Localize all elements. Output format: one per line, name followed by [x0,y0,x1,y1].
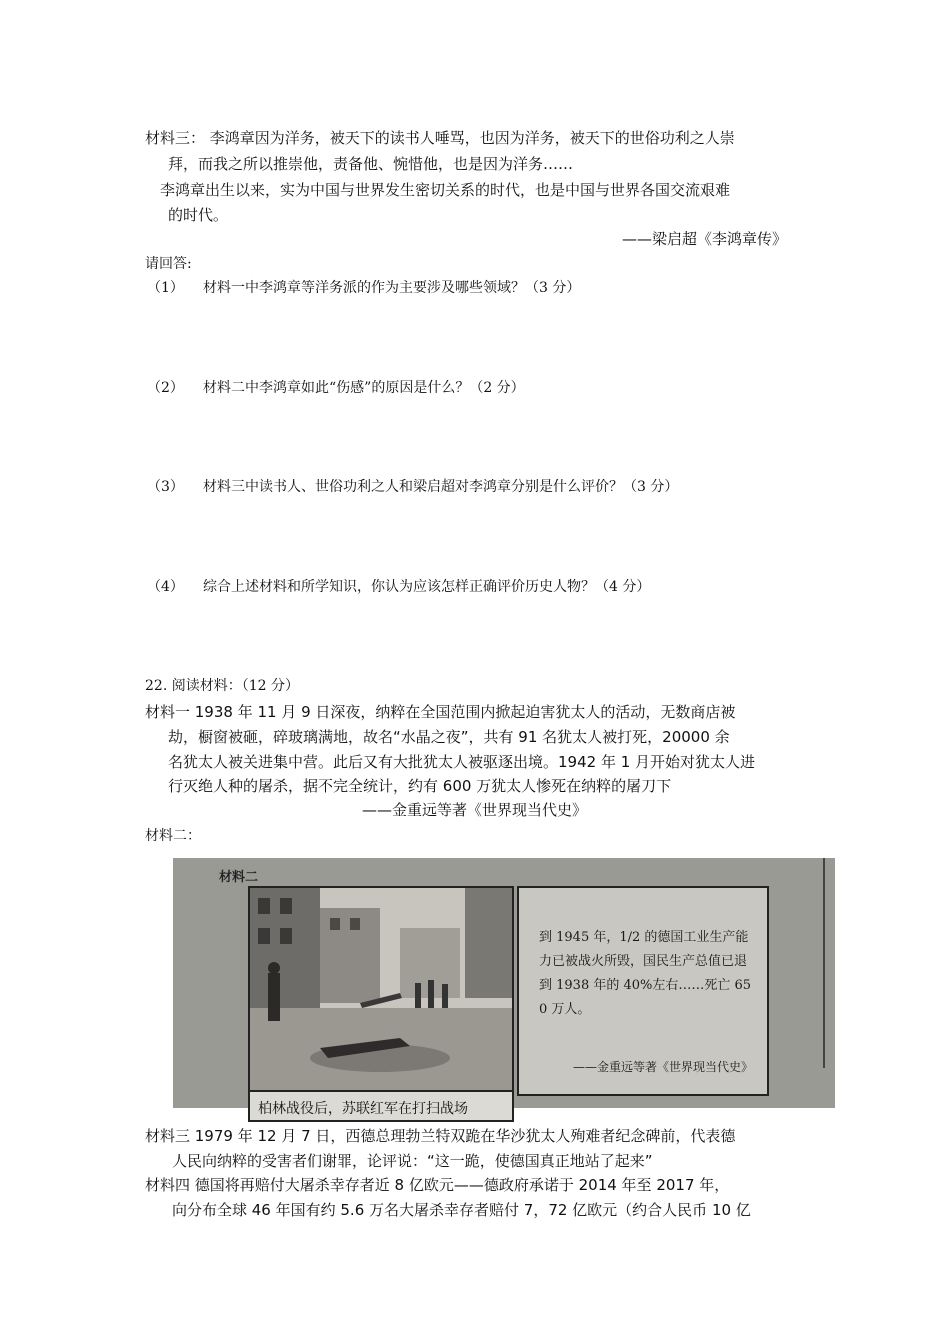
scan-header: 材料二 [219,870,259,885]
question-4-text: 综合上述材料和所学知识，你认为应该怎样正确评价历史人物？（4 分） [203,579,651,595]
statistics-source: ——金重远等著《世界现当代史》 [572,1060,753,1074]
photo-caption: 柏林战役后，苏联红军在打扫战场 [250,1090,512,1120]
question-3-text: 材料三中读书人、世俗功利之人和梁启超对李鸿章分别是什么评价？（3 分） [203,479,679,495]
q22-m1-line-3: 名犹太人被关进集中营。此后又有大批犹太人被驱逐出境。1942 年 1 月开始对犹太人进 [168,753,756,771]
q22-m1-source: ——金重远等著《世界现当代史》 [362,801,588,819]
ruined-street-illustration [250,888,512,1090]
statistics-box [517,886,769,1096]
m3-line-2: 拜，而我之所以推崇他，责备他、惋惜他，也是因为洋务…… [168,155,574,173]
answer-prompt: 请回答: [145,256,192,272]
question-2-number: （2） [147,380,184,396]
q22-m4-line-1: 材料四 德国将再赔付大屠杀幸存者近 8 亿欧元——德政府承诺于 2014 年至 2017 年， [145,1176,730,1194]
q22-m1-line-4: 行灭绝人种的屠杀，据不完全统计，约有 600 万犹太人惨死在纳粹的屠刀下 [168,777,672,795]
question-1-number: （1） [147,280,184,296]
material-2-scan [173,858,835,1117]
question-1-text: 材料一中李鸿章等洋务派的作为主要涉及哪些领域？（3 分） [203,280,581,296]
q22-m3-line-2: 人民向纳粹的受害者们谢罪，论评说：“这一跪，使德国真正地站了起来” [172,1152,653,1170]
q22-m2-label: 材料二： [145,828,201,844]
m3-line-1: 材料三： 李鸿章因为洋务，被天下的读书人唾骂，也因为洋务，被天下的世俗功利之人崇 [145,129,735,147]
m3-line-3: 李鸿章出生以来，实为中国与世界发生密切关系的时代，也是中国与世界各国交流艰难 [160,181,731,199]
battlefield-photo [248,886,514,1122]
q22-m3-line-1: 材料三 1979 年 12 月 7 日，西德总理勃兰特双跪在华沙犹太人殉难者纪念碑前，代表德 [145,1127,736,1145]
m3-line-4: 的时代。 [168,206,229,224]
q22-m1-line-2: 劫，橱窗被砸，碎玻璃满地，故名“水晶之夜”，共有 91 名犹太人被打死，20000 余 [168,728,730,746]
q22-title: 22. 阅读材料：（12 分） [145,678,299,694]
q22-m1-line-1: 材料一 1938 年 11 月 9 日深夜，纳粹在全国范围内掀起迫害犹太人的活动，无数商店被 [145,703,736,721]
question-3-number: （3） [147,479,184,495]
statistics-text: 到 1945 年，1/2 的德国工业生产能力已被战火所毁，国民生产总值已退到 1938 年的 40%左右……死亡 650 万人。 [539,930,752,1017]
m3-source: ——梁启超《李鸿章传》 [622,230,788,248]
question-2-text: 材料二中李鸿章如此“伤感”的原因是什么？（2 分） [203,380,525,396]
page-edge-line [823,858,825,1068]
question-4-number: （4） [147,579,184,595]
q22-m4-line-2: 向分布全球 46 年国有约 5.6 万名大屠杀幸存者赔付 7，72 亿欧元（约合人民币 10 亿 [172,1201,751,1219]
